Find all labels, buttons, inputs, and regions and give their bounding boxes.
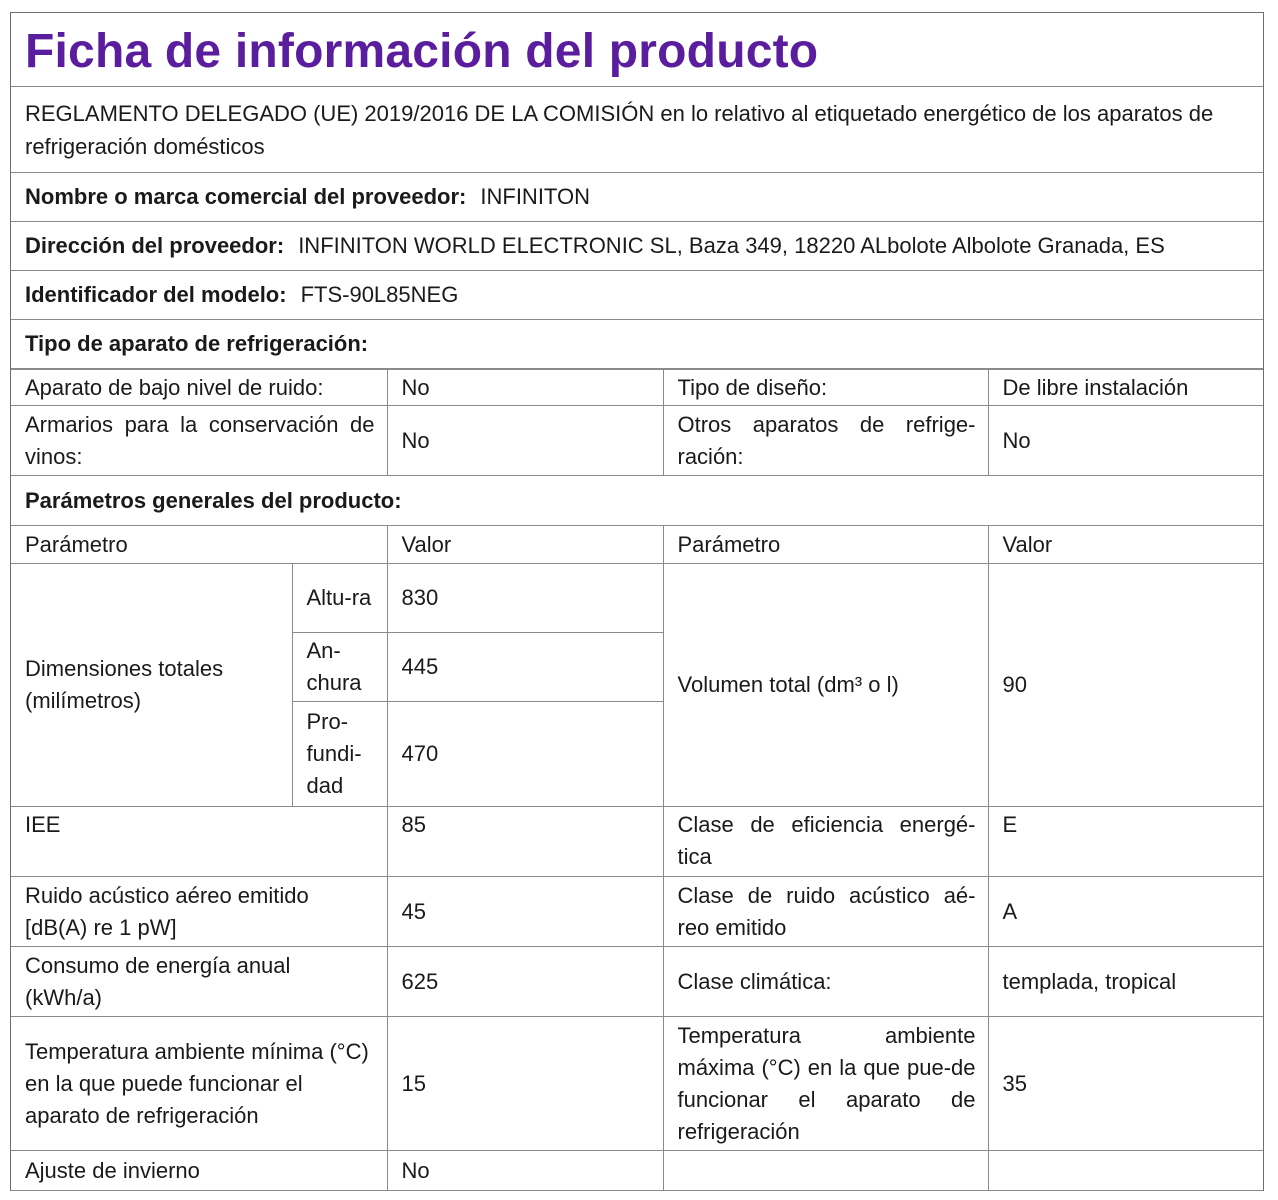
table-row bbox=[11, 564, 1263, 633]
supplier-label: Nombre o marca comercial del proveedor: bbox=[25, 184, 467, 209]
height-value: 830 bbox=[387, 564, 663, 633]
wine-cabinet-label: Armarios para la conservación de vinos: bbox=[11, 406, 387, 476]
iee-label: IEE bbox=[11, 807, 387, 877]
energy-consumption-label: Consumo de energía anual (kWh/a) bbox=[11, 947, 387, 1017]
appliance-type-heading-row bbox=[11, 320, 1263, 369]
min-temp-value: 15 bbox=[387, 1017, 663, 1151]
volume-value: 90 bbox=[988, 564, 1263, 807]
empty-cell bbox=[663, 1151, 988, 1191]
table-header-row bbox=[11, 526, 1263, 564]
model-value: FTS-90L85NEG bbox=[300, 282, 459, 307]
address-label: Dirección del proveedor: bbox=[25, 233, 285, 258]
param-column-header: Parámetro bbox=[11, 526, 387, 564]
energy-consumption-value: 625 bbox=[387, 947, 663, 1017]
max-temp-value: 35 bbox=[988, 1017, 1263, 1151]
noise-class-label: Clase de ruido acústico aé-reo emitido bbox=[663, 877, 988, 947]
max-temp-label: Temperatura ambiente máxima (°C) en la que pue-de funcionar el aparato de refrigeración bbox=[663, 1017, 988, 1151]
table-row bbox=[11, 370, 1263, 406]
min-temp-label: Temperatura ambiente mínima (°C) en la que puede funcionar el aparato de refrigeración bbox=[11, 1017, 387, 1151]
design-type-label: Tipo de diseño: bbox=[663, 370, 988, 406]
depth-value: 470 bbox=[387, 702, 663, 807]
noise-class-value: A bbox=[988, 877, 1263, 947]
table-row bbox=[11, 877, 1263, 947]
noise-value: 45 bbox=[387, 877, 663, 947]
model-label: Identificador del modelo: bbox=[25, 282, 287, 307]
table-row bbox=[11, 406, 1263, 476]
product-info-sheet bbox=[10, 12, 1264, 1191]
appliance-type-heading: Tipo de aparato de refrigeración: bbox=[25, 331, 369, 356]
dimensions-label: Dimensiones totales (milímetros) bbox=[11, 564, 292, 807]
noise-label: Ruido acústico aéreo emitido [dB(A) re 1 pW] bbox=[11, 877, 387, 947]
parameters-table bbox=[11, 369, 1263, 1191]
table-row bbox=[11, 1151, 1263, 1191]
wine-cabinet-value: No bbox=[387, 406, 663, 476]
low-noise-value: No bbox=[387, 370, 663, 406]
volume-label: Volumen total (dm³ o l) bbox=[663, 564, 988, 807]
winter-setting-label: Ajuste de invierno bbox=[11, 1151, 387, 1191]
table-row bbox=[11, 1017, 1263, 1151]
param-column-header: Parámetro bbox=[663, 526, 988, 564]
empty-cell bbox=[988, 1151, 1263, 1191]
width-label: An-chura bbox=[292, 633, 387, 702]
table-row bbox=[11, 476, 1263, 526]
page-title: Ficha de información del producto bbox=[11, 13, 1263, 87]
value-column-header: Valor bbox=[387, 526, 663, 564]
other-appliance-value: No bbox=[988, 406, 1263, 476]
address-row bbox=[11, 222, 1263, 271]
design-type-value: De libre instalación bbox=[988, 370, 1263, 406]
efficiency-class-value: E bbox=[988, 807, 1263, 877]
supplier-value: INFINITON bbox=[480, 184, 590, 209]
low-noise-label: Aparato de bajo nivel de ruido: bbox=[11, 370, 387, 406]
table-row bbox=[11, 807, 1263, 877]
model-row bbox=[11, 271, 1263, 320]
supplier-row bbox=[11, 173, 1263, 222]
regulation-text: REGLAMENTO DELEGADO (UE) 2019/2016 DE LA COMISIÓN en lo relativo al etiquetado energético de los aparatos de refrigeración domésticos bbox=[11, 87, 1263, 173]
table-row bbox=[11, 947, 1263, 1017]
iee-value: 85 bbox=[387, 807, 663, 877]
climate-class-label: Clase climática: bbox=[663, 947, 988, 1017]
efficiency-class-label: Clase de eficiencia energé-tica bbox=[663, 807, 988, 877]
climate-class-value: templada, tropical bbox=[988, 947, 1263, 1017]
address-value: INFINITON WORLD ELECTRONIC SL, Baza 349, 18220 ALbolote Albolote Granada, ES bbox=[298, 233, 1165, 258]
general-params-heading: Parámetros generales del producto: bbox=[11, 476, 1263, 526]
other-appliance-label: Otros aparatos de refrige-ración: bbox=[663, 406, 988, 476]
winter-setting-value: No bbox=[387, 1151, 663, 1191]
depth-label: Pro-fundi-dad bbox=[292, 702, 387, 807]
value-column-header: Valor bbox=[988, 526, 1263, 564]
width-value: 445 bbox=[387, 633, 663, 702]
height-label: Altu-ra bbox=[292, 564, 387, 633]
